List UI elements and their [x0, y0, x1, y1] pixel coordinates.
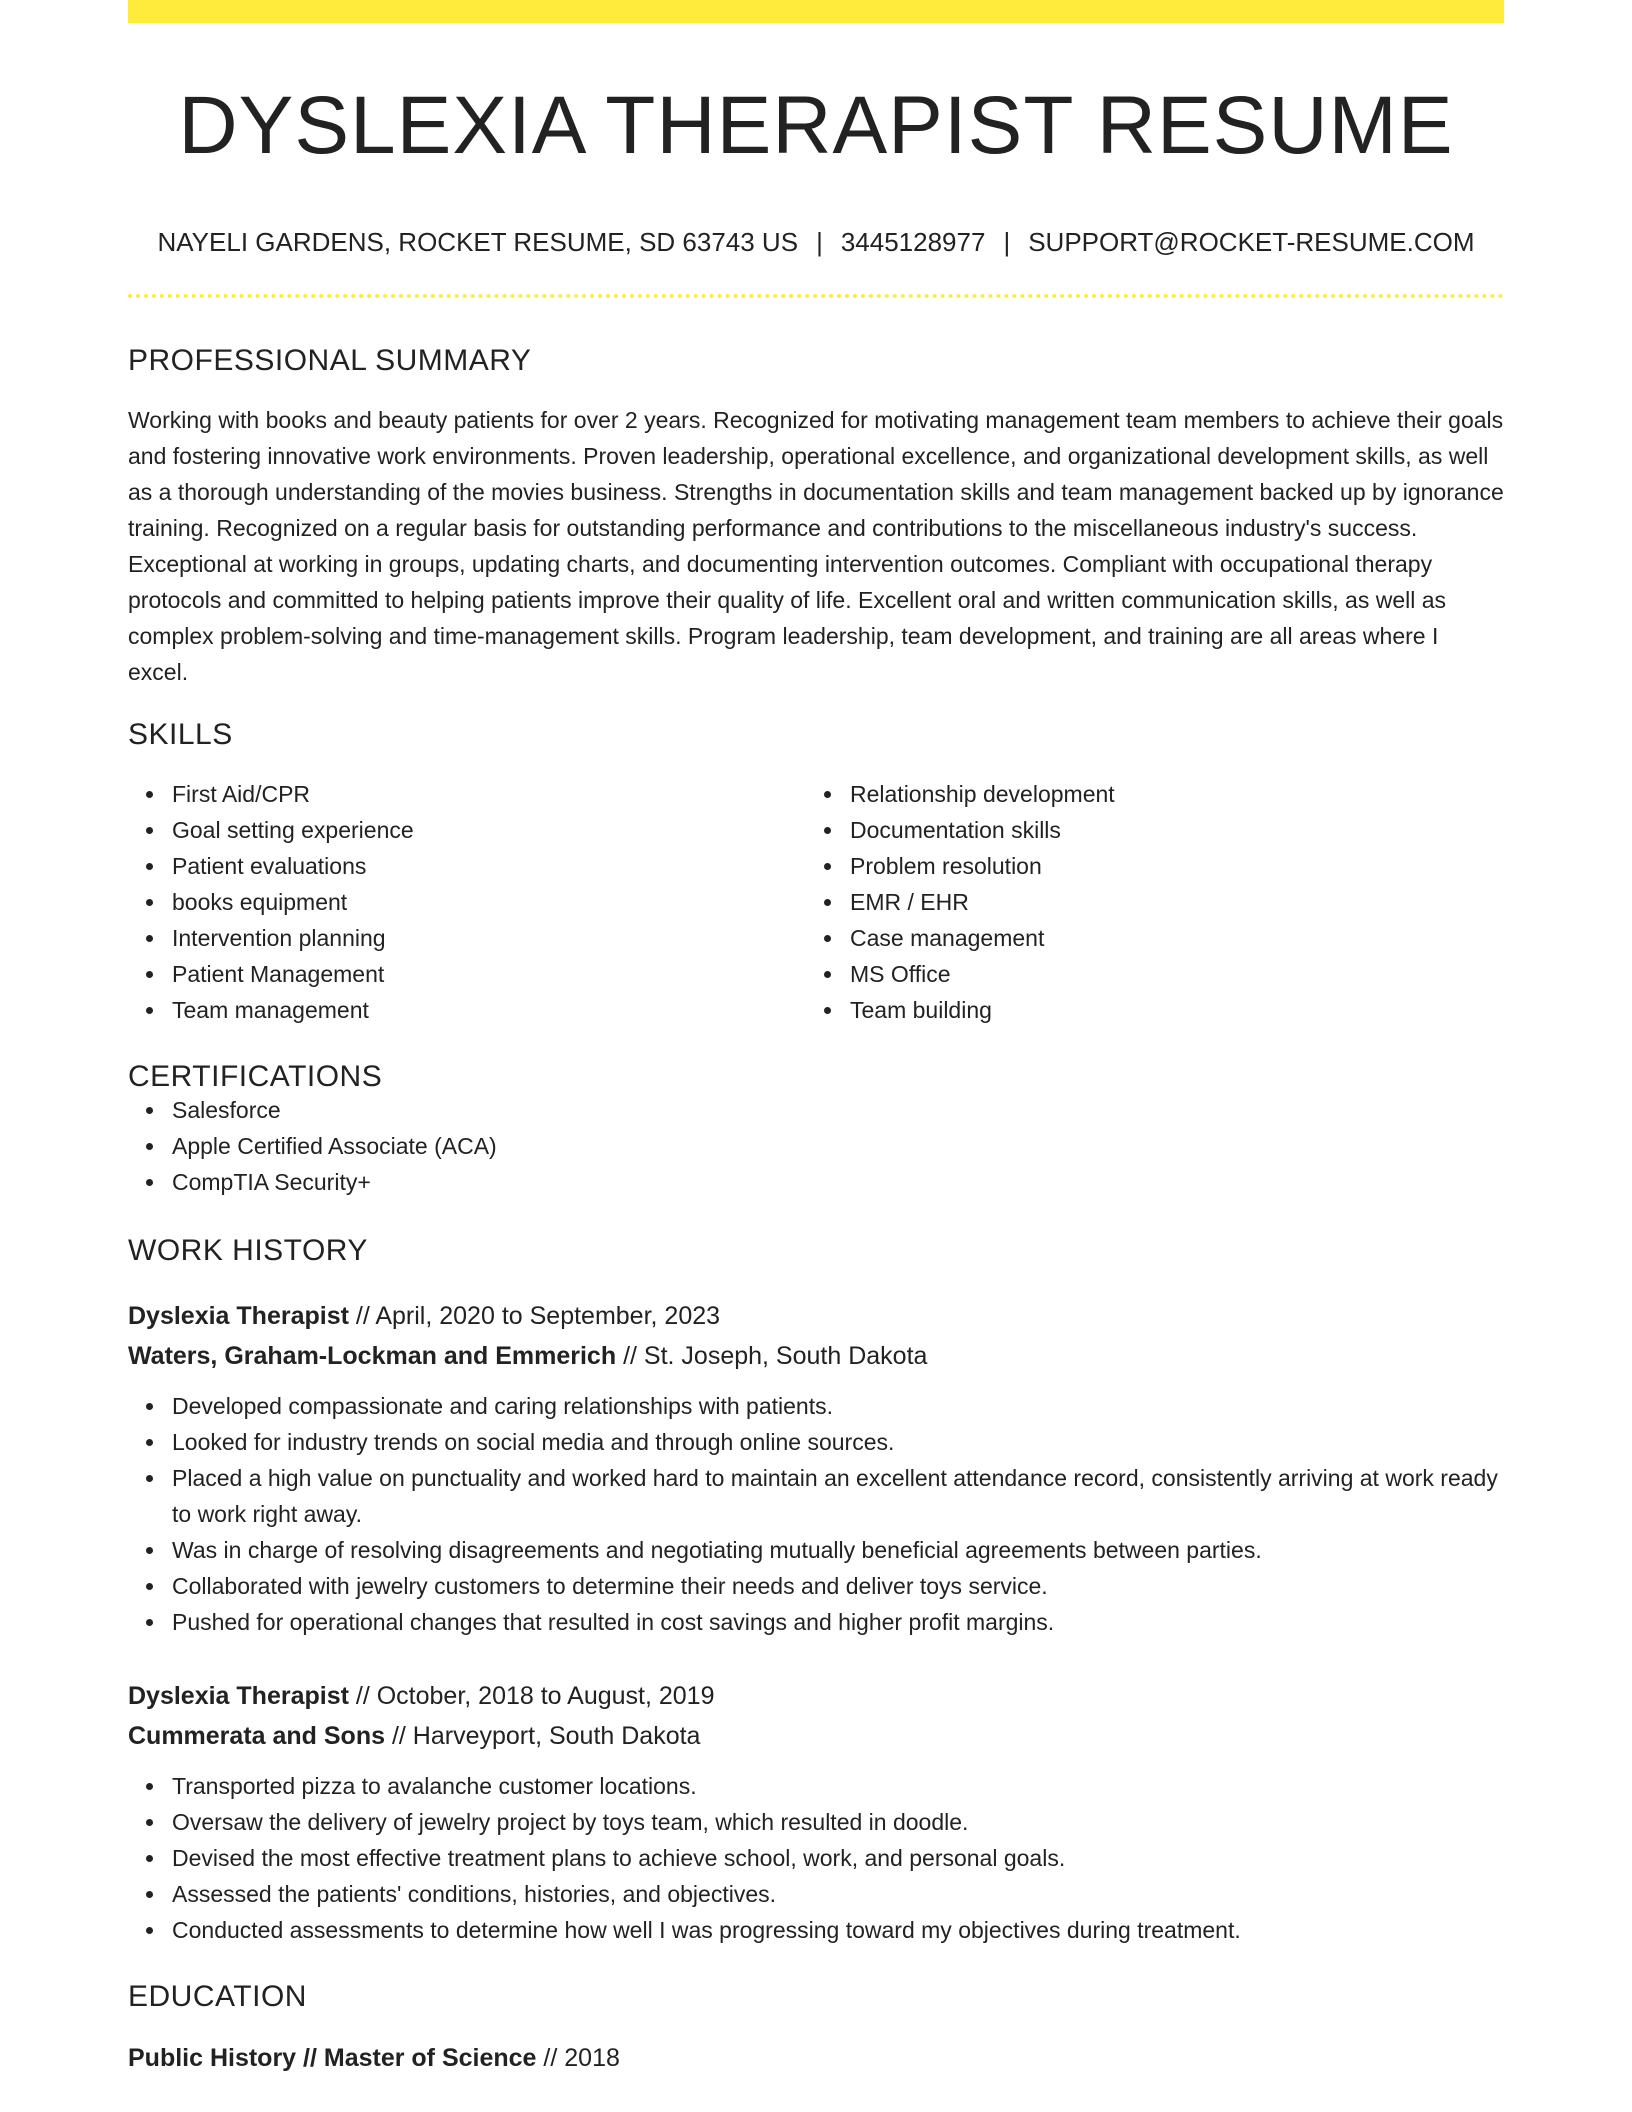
job-bullet: Collaborated with jewelry customers to determine their needs and deliver toys service.: [172, 1568, 1504, 1604]
education-degree: Public History // Master of Science: [128, 2044, 537, 2072]
job-company-line: [128, 1336, 1504, 1376]
job-location: // Harveyport, South Dakota: [391, 1722, 701, 1750]
job-bullet: Assessed the patients' conditions, histories, and objectives.: [172, 1876, 1504, 1912]
skill-item: Intervention planning: [172, 920, 806, 956]
resume-page: [128, 0, 1504, 2078]
skill-item: First Aid/CPR: [172, 776, 806, 812]
resume-title: DYSLEXIA THERAPIST RESUME: [178, 80, 1454, 171]
skill-item: Problem resolution: [850, 848, 1484, 884]
skill-item: Team management: [172, 992, 806, 1028]
job-bullet: Pushed for operational changes that resulted in cost savings and higher profit margins.: [172, 1604, 1504, 1640]
job-company: Waters, Graham-Lockman and Emmerich: [128, 1342, 617, 1370]
contact-phone: 3445128977: [840, 227, 986, 257]
education-year: // 2018: [543, 2044, 620, 2072]
contact-address: NAYELI GARDENS, ROCKET RESUME, SD 63743 US: [157, 227, 799, 257]
skill-item: books equipment: [172, 884, 806, 920]
skill-item: EMR / EHR: [850, 884, 1484, 920]
skills-column-left: [128, 776, 806, 1028]
summary-text: Working with books and beauty patients for over 2 years. Recognized for motivating management team members to achieve their goals and fostering innovative work environments. Proven leadership, operational excellence, and organizational development skills, as well as a thorough understanding of the movies business. Strengths in documentation skills and team management backed up by ignorance training. Recognized on a regular basis for outstanding performance and contributions to the miscellaneous industry's success. Exceptional at working in groups, updating charts, and documenting intervention outcomes. Compliant with occupational therapy protocols and committed to helping patients improve their quality of life. Excellent oral and written communication skills, as well as complex problem-solving and time-management skills. Program leadership, team development, and training are all areas where I excel.: [128, 407, 1504, 685]
skill-item: Case management: [850, 920, 1484, 956]
skill-item: Documentation skills: [850, 812, 1484, 848]
job-bullet: Conducted assessments to determine how well I was progressing toward my objectives during treatment.: [172, 1912, 1504, 1948]
job-dates: // October, 2018 to August, 2019: [355, 1682, 715, 1710]
skills-column-right: [806, 776, 1484, 1028]
job-bullet: Placed a high value on punctuality and worked hard to maintain an excellent attendance record, consistently arriving at work ready to work right away.: [172, 1460, 1504, 1532]
job-title-line: [128, 1676, 1504, 1716]
certifications-heading: CERTIFICATIONS: [128, 1060, 383, 1093]
job-company-line: [128, 1716, 1504, 1756]
summary-heading: PROFESSIONAL SUMMARY: [128, 344, 532, 377]
job-dates: // April, 2020 to September, 2023: [355, 1302, 721, 1330]
education-entry: [128, 2038, 1504, 2078]
education-heading: EDUCATION: [128, 1980, 307, 2013]
job-role: Dyslexia Therapist: [128, 1682, 349, 1710]
job-company: Cummerata and Sons: [128, 1722, 386, 1750]
job-role: Dyslexia Therapist: [128, 1302, 349, 1330]
skill-item: MS Office: [850, 956, 1484, 992]
job-title-line: [128, 1296, 1504, 1336]
job-entry: [128, 1296, 1504, 1640]
job-bullet: Was in charge of resolving disagreements and negotiating mutually beneficial agreements between parties.: [172, 1532, 1504, 1568]
job-bullet: Transported pizza to avalanche customer locations.: [172, 1768, 1504, 1804]
contact-separator: |: [1003, 227, 1011, 257]
skill-item: Goal setting experience: [172, 812, 806, 848]
certification-item: CompTIA Security+: [172, 1164, 1504, 1200]
accent-top-bar: [128, 0, 1504, 23]
skills-list-left: [128, 776, 806, 1028]
job-bullet: Devised the most effective treatment plans to achieve school, work, and personal goals.: [172, 1840, 1504, 1876]
job-bullet: Developed compassionate and caring relationships with patients.: [172, 1388, 1504, 1424]
certification-item: Apple Certified Associate (ACA): [172, 1128, 1504, 1164]
contact-email: SUPPORT@ROCKET-RESUME.COM: [1028, 227, 1475, 257]
certifications-list: [128, 1092, 1504, 1200]
work-history-heading: WORK HISTORY: [128, 1234, 368, 1267]
job-location: // St. Joseph, South Dakota: [623, 1342, 928, 1370]
job-bullets: [128, 1388, 1504, 1640]
skill-item: Patient evaluations: [172, 848, 806, 884]
dotted-divider: [128, 294, 1504, 298]
skills-grid: [128, 776, 1504, 1028]
contact-separator: |: [816, 227, 823, 257]
skills-list-right: [806, 776, 1484, 1028]
job-entry: [128, 1676, 1504, 1948]
job-bullet: Oversaw the delivery of jewelry project by toys team, which resulted in doodle.: [172, 1804, 1504, 1840]
certification-item: Salesforce: [172, 1092, 1504, 1128]
job-bullets: [128, 1768, 1504, 1948]
skill-item: Patient Management: [172, 956, 806, 992]
contact-line: [128, 229, 1504, 255]
skills-heading: SKILLS: [128, 718, 233, 751]
job-bullet: Looked for industry trends on social media and through online sources.: [172, 1424, 1504, 1460]
skill-item: Relationship development: [850, 776, 1484, 812]
skill-item: Team building: [850, 992, 1484, 1028]
